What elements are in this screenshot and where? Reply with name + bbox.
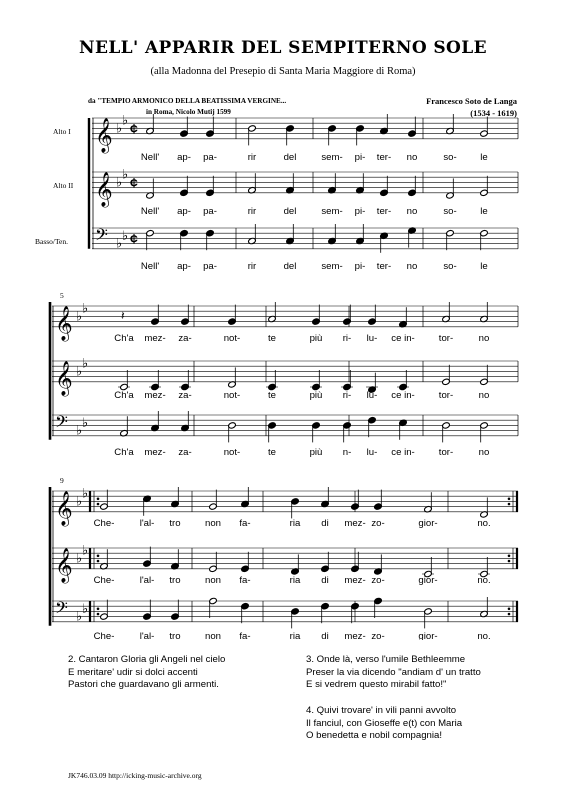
lyric-syllable: gior- (418, 518, 438, 529)
lyric-syllable: mez- (344, 631, 366, 640)
flat-sign-icon: ♭ (76, 422, 83, 438)
lyric-syllable: più (309, 333, 323, 344)
voice-label-basso: Basso/Ten. (35, 237, 69, 246)
lyric-syllable: ce in- (391, 333, 415, 344)
lyric-syllable: tro (169, 518, 181, 529)
lyric-syllable: no (406, 261, 418, 272)
flat-sign-icon: ♭ (82, 355, 89, 371)
repeat-dot (97, 498, 100, 501)
lyric-syllable: lu- (366, 333, 378, 344)
page-subtitle: (alla Madonna del Presepio di Santa Maria Maggiore di Roma) (150, 66, 416, 77)
lyric-syllable: mez- (144, 447, 166, 458)
footer-reference: JK746.03.09 http://icking-music-archive.org (68, 771, 202, 780)
source-line-2: in Roma, Nicolo Mutij 1599 (146, 108, 231, 116)
lyric-syllable: tro (169, 575, 181, 586)
source-line-1: da "TEMPIO ARMONICO DELLA BEATISSIMA VERGINE... (88, 97, 287, 105)
treble-clef-icon: 𝄞 (95, 172, 113, 206)
lyric-syllable: tro (169, 631, 181, 640)
lyric-syllable: no. (477, 631, 491, 640)
lyric-syllable: Che- (93, 518, 115, 529)
lyric-syllable: più (309, 390, 323, 401)
lyric-syllable: mez- (344, 575, 366, 586)
lyric-syllable: ap- (177, 206, 191, 217)
lyric-syllable: del (283, 152, 297, 163)
repeat-dot (97, 503, 100, 506)
measure-number-5: 5 (60, 291, 64, 300)
stanza-4-line-3: O benedetta e nobil compagnia! (306, 730, 443, 741)
flat-sign-icon: ♭ (76, 608, 83, 624)
lyric-syllable: di (321, 575, 329, 586)
quarter-rest-icon: 𝄽 (121, 308, 125, 323)
flat-sign-icon: ♭ (76, 363, 83, 379)
lyric-syllable: sem- (321, 261, 343, 272)
lyric-syllable: not- (223, 390, 241, 401)
lyric-syllable: tor- (438, 333, 454, 344)
lyric-syllable: ap- (177, 152, 191, 163)
lyric-syllable: pi- (354, 206, 366, 217)
page-title: NELL' APPARIR DEL SEMPITERNO SOLE (79, 38, 487, 58)
flat-sign-icon: ♭ (116, 120, 123, 136)
stanza-4-line-1: 4. Quivi trovare' in vili panni avvolto (306, 705, 457, 716)
flat-sign-icon: ♭ (122, 112, 129, 128)
lyric-syllable: pa- (203, 261, 217, 272)
lyric-syllable: non (204, 575, 222, 586)
lyric-syllable: ri- (342, 333, 352, 344)
lyric-syllable: no. (477, 518, 491, 529)
flat-sign-icon: ♭ (76, 493, 83, 509)
lyric-syllable: ria (289, 518, 301, 529)
lyric-syllable: Ch'a (114, 333, 134, 344)
stanza-4 (306, 705, 462, 743)
lyric-syllable: ter- (376, 261, 392, 272)
repeat-dot (508, 560, 511, 563)
repeat-dot (508, 503, 511, 506)
lyric-syllable: di (321, 518, 329, 529)
stanza-3-line-1: 3. Onde là, verso l'umile Bethleemme (306, 654, 466, 665)
treble-clef-icon: 𝄞 (55, 361, 73, 395)
lyric-syllable: lu- (366, 447, 378, 458)
lyric-syllable: so- (443, 206, 457, 217)
voice-label-alto-1: Alto I (53, 127, 71, 136)
lyric-syllable: n- (342, 447, 352, 458)
lyric-syllable: ce in- (391, 447, 415, 458)
lyric-syllable: no (478, 390, 490, 401)
time-signature-cut-icon: ¢ (130, 174, 138, 191)
time-signature-cut-icon: ¢ (130, 120, 138, 137)
repeat-dot (508, 613, 511, 616)
lyric-syllable: no (478, 447, 490, 458)
lyric-syllable: za- (178, 333, 192, 344)
lyric-syllable: non (204, 631, 222, 640)
repeat-dot (97, 560, 100, 563)
stanza-3 (306, 654, 481, 692)
lyric-syllable: ce in- (391, 390, 415, 401)
lyric-syllable: Nell' (140, 152, 160, 163)
treble-clef-icon: 𝄞 (55, 306, 73, 340)
lyric-syllable: sem- (321, 206, 343, 217)
lyric-syllable: gior- (418, 575, 438, 586)
lyric-syllable: no (406, 152, 418, 163)
lyric-syllable: Nell' (140, 261, 160, 272)
lyric-syllable: l'al- (139, 631, 155, 640)
lyric-syllable: lu- (366, 390, 378, 401)
lyric-syllable: ter- (376, 152, 392, 163)
flat-sign-icon: ♭ (116, 174, 123, 190)
lyric-syllable: zo- (371, 631, 385, 640)
flat-sign-icon: ♭ (122, 227, 129, 243)
lyric-syllable: l'al- (139, 518, 155, 529)
treble-clef-icon: 𝄞 (95, 118, 113, 152)
lyric-syllable: gior- (418, 631, 438, 640)
lyric-syllable: le (480, 206, 488, 217)
lyric-syllable: mez- (144, 390, 166, 401)
lyric-syllable: Ch'a (114, 447, 134, 458)
lyric-syllable: no (406, 206, 418, 217)
lyric-syllable: le (480, 152, 488, 163)
lyric-syllable: rir (247, 206, 257, 217)
stanza-2-line-3: Pastori che guardavano gli armenti. (68, 679, 219, 690)
lyric-syllable: ap- (177, 261, 191, 272)
lyric-syllable: pa- (203, 206, 217, 217)
bass-clef-icon: 𝄢 (55, 413, 68, 436)
lyric-syllable: Che- (93, 575, 115, 586)
lyric-syllable: pi- (354, 152, 366, 163)
stanza-2-line-1: 2. Cantaron Gloria gli Angeli nel cielo (68, 654, 226, 665)
stanza-3-line-3: E si vedrem questo mirabil fatto!" (306, 679, 447, 690)
flat-sign-icon: ♭ (76, 308, 83, 324)
flat-sign-icon: ♭ (122, 166, 129, 182)
lyric-syllable: tor- (438, 390, 454, 401)
repeat-dot (508, 555, 511, 558)
stanza-4-line-2: Il fanciul, con Gioseffe e(t) con Maria (306, 717, 463, 729)
bass-clef-icon: 𝄢 (95, 226, 108, 249)
lyric-syllable: fa- (239, 575, 251, 586)
lyric-syllable: del (283, 206, 297, 217)
lyric-syllable: not- (223, 333, 241, 344)
lyric-syllable: ter- (376, 206, 392, 217)
lyric-syllable: pi- (354, 261, 366, 272)
lyric-syllable: no. (477, 575, 491, 586)
lyric-syllable: zo- (371, 518, 385, 529)
lyric-syllable: l'al- (139, 575, 155, 586)
lyric-syllable: zo- (371, 575, 385, 586)
lyric-syllable: mez- (144, 333, 166, 344)
lyric-syllable: del (283, 261, 297, 272)
flat-sign-icon: ♭ (82, 414, 89, 430)
lyric-syllable: te (267, 390, 277, 401)
lyric-syllable: not- (223, 447, 241, 458)
lyric-syllable: so- (443, 152, 457, 163)
lyric-syllable: più (309, 447, 323, 458)
repeat-dot (97, 608, 100, 611)
lyric-syllable: di (321, 631, 329, 640)
lyric-syllable: sem- (321, 152, 343, 163)
lyric-syllable: le (480, 261, 488, 272)
lyric-syllable: no (478, 333, 490, 344)
treble-clef-icon: 𝄞 (55, 548, 73, 582)
lyric-syllable: rir (247, 152, 257, 163)
composer-dates: (1534 - 1619) (470, 108, 517, 118)
lyric-syllable: pa- (203, 152, 217, 163)
stanza-2 (68, 654, 225, 692)
lyric-syllable: so- (443, 261, 457, 272)
flat-sign-icon: ♭ (82, 600, 89, 616)
repeat-dot (97, 613, 100, 616)
flat-sign-icon: ♭ (82, 485, 89, 501)
repeat-dot (508, 498, 511, 501)
composer-name: Francesco Soto de Langa (426, 96, 517, 106)
lyric-syllable: non (204, 518, 222, 529)
lyric-syllable: mez- (344, 518, 366, 529)
stanza-2-line-2: E meritare' udir si dolci accenti (68, 666, 198, 678)
lyric-syllable: ria (289, 575, 301, 586)
lyric-syllable: te (267, 333, 277, 344)
flat-sign-icon: ♭ (116, 235, 123, 251)
lyric-syllable: Ch'a (114, 390, 134, 401)
lyric-syllable: tor- (438, 447, 454, 458)
lyric-syllable: Nell' (140, 206, 160, 217)
lyric-syllable: za- (178, 447, 192, 458)
lyric-syllable: za- (178, 390, 192, 401)
lyric-syllable: ri- (342, 390, 352, 401)
voice-label-alto-2: Alto II (53, 181, 74, 190)
bass-clef-icon: 𝄢 (55, 599, 68, 622)
stanza-3-line-2: Preser la via dicendo "andiam d' un tratto (306, 666, 481, 678)
flat-sign-icon: ♭ (82, 542, 89, 558)
lyric-syllable: rir (247, 261, 257, 272)
flat-sign-icon: ♭ (76, 550, 83, 566)
lyric-syllable: fa- (239, 631, 251, 640)
lyric-syllable: fa- (239, 518, 251, 529)
time-signature-cut-icon: ¢ (130, 230, 138, 247)
repeat-dot (97, 555, 100, 558)
lyric-syllable: ria (289, 631, 301, 640)
measure-number-9: 9 (60, 476, 64, 485)
treble-clef-icon: 𝄞 (55, 491, 73, 525)
repeat-dot (508, 608, 511, 611)
flat-sign-icon: ♭ (82, 300, 89, 316)
lyric-syllable: te (267, 447, 277, 458)
lyric-syllable: Che- (93, 631, 115, 640)
